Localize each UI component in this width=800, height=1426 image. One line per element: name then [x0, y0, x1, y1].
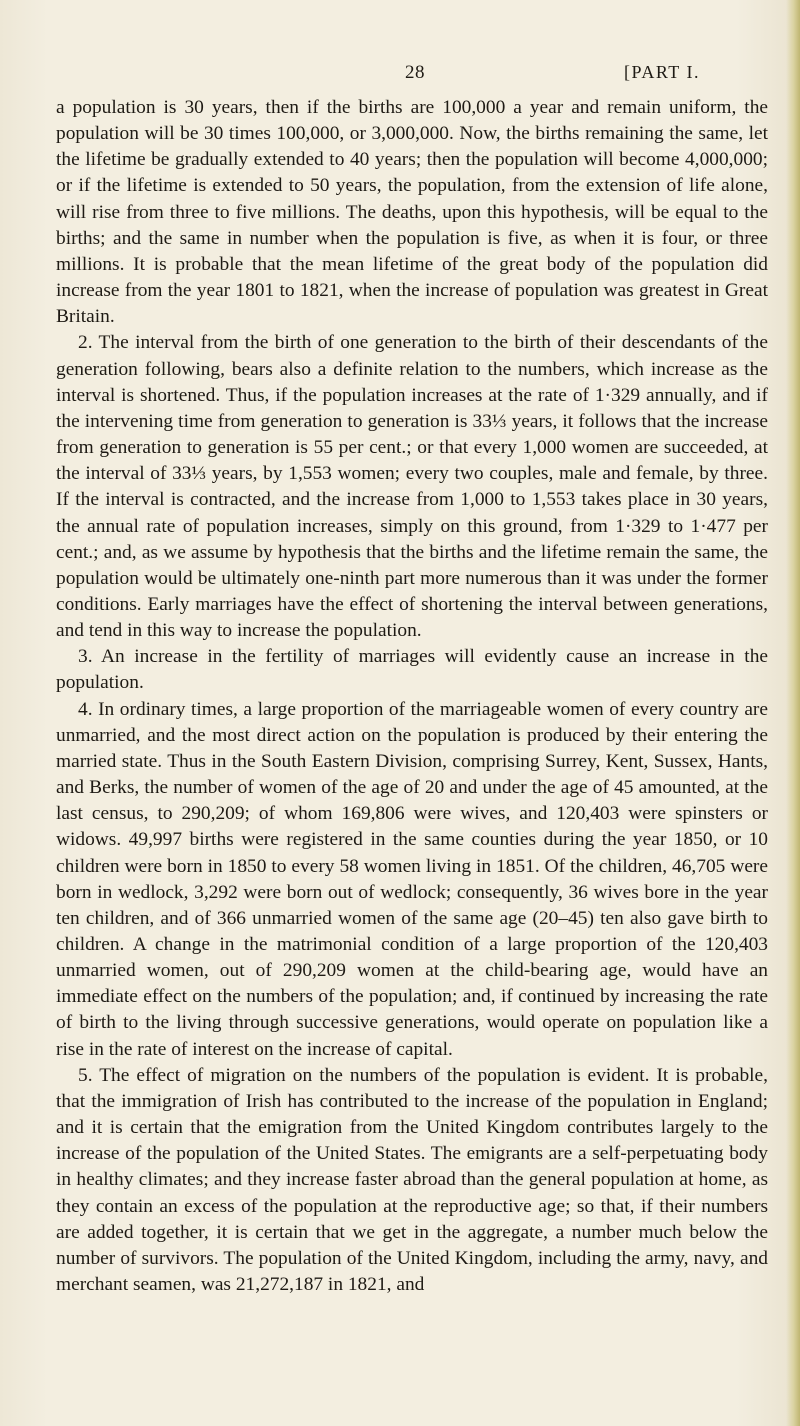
part-label: [PART I.	[624, 62, 700, 82]
body-text	[56, 95, 768, 1298]
page-number: 28	[405, 62, 425, 83]
running-header	[0, 62, 800, 92]
paragraph-continuation: a population is 30 years, then if the births are 100,000 a year and remain uniform, the population will be 30 times 100,000, or 3,000,000. Now, the births remaining the same, let the lifetime be gradually extended to 40 years; then the population will become 4,000,000; or if the lifetime is extended to 50 years, the population, from the extension of life alone, will rise from three to five millions. The deaths, upon this hypothesis, will be equal to the births; and the same in number when the population is five, as when it is four, or three millions. It is probable that the mean lifetime of the great body of the population did increase from the year 1801 to 1821, when the increase of population was greatest in Great Britain.	[56, 97, 768, 328]
page-edge-shadow	[786, 0, 800, 1426]
paragraph-5-migration: 5. The effect of migration on the numbers of the population is evident. It is probable, that the immigration of Irish has contributed to the increase of the population in England; and it is certain that the emigration from the United Kingdom contributes largely to the increase of the population of the United States. The emigrants are a self-perpetuating body in healthy climates; and they increase faster abroad than the general population at home, as they contain an excess of the population at the reproductive age; so that, if their numbers are added together, it is certain that we get in the aggregate, a number much below the number of survivors. The population of the United Kingdom, including the army, navy, and merchant seamen, was 21,272,187 in 1821, and	[56, 1064, 768, 1296]
paragraph-4-marriage: 4. In ordinary times, a large proportion of the marriageable women of every country are unmarried, and the most direct action on the population is produced by their entering the married state. Thus in the South Eastern Division, comprising Surrey, Kent, Sussex, Hants, and Berks, the number of women of the age of 20 and under the age of 45 amounted, at the last census, to 290,209; of whom 169,806 were wives, and 120,403 were spinsters or widows. 49,997 births were registered in the same counties during the year 1850, or 10 children were born in 1850 to every 58 women living in 1851. Of the children, 46,705 were born in wedlock, 3,292 were born out of wedlock; consequently, 36 wives bore in the year ten children, and of 366 unmarried women of the same age (20–45) ten also gave birth to children. A change in the matrimonial condition of a large proportion of the 120,403 unmarried women, out of 290,209 women at the child-bearing age, would have an immediate effect on the numbers of the population; and, if continued by increasing the rate of birth to the living through successive generations, would operate on population like a rise in the rate of interest on the increase of capital.	[56, 698, 768, 1060]
paragraph-3-fertility: 3. An increase in the fertility of marriages will evidently cause an increase in the population.	[56, 646, 768, 694]
paragraph-2-generation-interval: 2. The interval from the birth of one generation to the birth of their descendants of the generation following, bears also a definite relation to the numbers, which increase as the interval is shortened. Thus, if the population increases at the rate of 1·329 annually, and if the intervening time from generation to generation is 33⅓ years, it follows that the increase from generation to generation is 55 per cent.; or that every 1,000 women are succeeded, at the interval of 33⅓ years, by 1,553 women; every two couples, male and female, by three. If the interval is contracted, and the increase from 1,000 to 1,553 takes place in 30 years, the annual rate of population increases, simply on this ground, from 1·329 to 1·477 per cent.; and, as we assume by hypothesis that the births and the lifetime remain the same, the population would be ultimately one-ninth part more numerous than it was under the former conditions. Early marriages have the effect of shortening the interval between generations, and tend in this way to increase the population.	[56, 332, 768, 642]
